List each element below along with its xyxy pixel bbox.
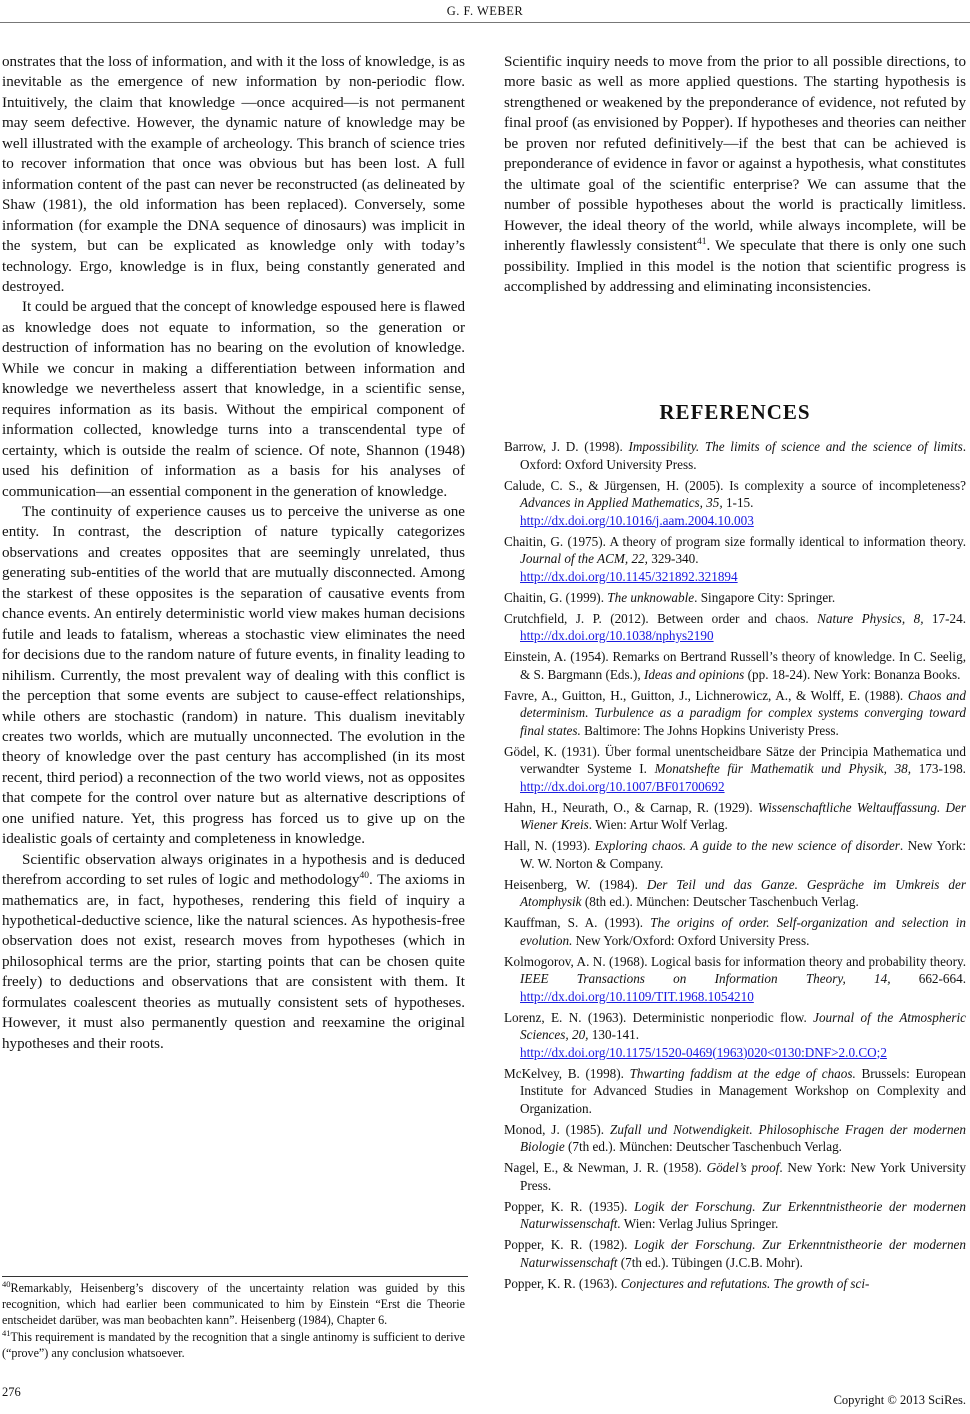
footnote-41 <box>2 1329 465 1361</box>
reference-item <box>504 1236 966 1271</box>
reference-text: Popper, K. R. (1935). <box>504 1198 635 1214</box>
copyright-notice: Copyright © 2013 SciRes. <box>833 1393 966 1407</box>
paragraph <box>2 850 465 1055</box>
doi-link[interactable]: http://dx.doi.org/10.1016/j.aam.2004.10.003 <box>520 512 754 528</box>
footnote-text: This requirement is mandated by the recognition that a single antinomy is sufficient to derive (“prove”) any conclusion whatsoever. <box>2 1329 465 1360</box>
reference-text: Brussels: European Institute for Advanced Studies in Management Workshop on Complexity and Organization. <box>520 1065 966 1116</box>
left-column <box>2 52 465 1054</box>
reference-title: Conjectures and refutations. The growth of sci- <box>620 1275 870 1291</box>
reference-title: Logik der Forschung. Zur Erkenntnistheorie der modernen Naturwissenschaft. <box>520 1198 967 1231</box>
page-number: 276 <box>2 1385 21 1399</box>
reference-item <box>504 1275 966 1293</box>
doi-link[interactable]: http://dx.doi.org/10.1038/nphys2190 <box>520 628 714 643</box>
reference-text: Chaitin, G. (1975). A theory of program size formally identical to information theory. <box>504 533 966 549</box>
reference-title: The unknowable <box>607 589 695 605</box>
reference-text: Lorenz, E. N. (1963). Deterministic nonperiodic flow. <box>504 1009 814 1025</box>
paragraph: onstrates that the loss of information, and with it the loss of knowledge, is as inevitable as the emergence of new information by non-periodic flow. Intuitively, the claim that knowledge —once acquired—is not permanent may seem defective. However, the dynamic nature of knowledge may be well illustrated with the example of archeology. This branch of science tries to recover information that once was obvious but has been lost. A full information content of the past can never be reconstructed (as delineated by Shaw (1981), the old information has been replaced). Conversely, some information (for example the DNA sequence of dinosaurs) was implicit in the system, but can be explicated as knowledge only with today’s technology. Ergo, knowledge is in flux, being constantly generated and destroyed. <box>2 54 465 295</box>
reference-text: . New York: W. W. Norton & Company. <box>520 838 966 871</box>
paragraph: It could be argued that the concept of knowledge espoused here is flawed as knowledge does not equate to information, so the generation or destruction of information has no bearing on the evolution of knowledge. While we concur in making a differentiation between information and knowledge we nevertheless assert that knowledge, in a scientific sense, requires information as its basis. Without the empirical component of information collected, knowledge turns into a transcendental type of certainty, which is outside the realm of science. Of note, Shannon (1948) used his definition of information as a basis for his analyses of communication—an essential component in the generation of knowledge. <box>2 299 465 500</box>
reference-item <box>504 876 966 911</box>
footnote-40 <box>2 1280 465 1329</box>
reference-text: Hall, N. (1993). <box>504 838 595 853</box>
reference-item <box>504 953 966 1006</box>
reference-text: McKelvey, B. (1998). <box>504 1065 630 1081</box>
reference-item <box>504 1009 966 1062</box>
doi-link[interactable]: http://dx.doi.org/10.1007/BF01700692 <box>520 778 725 794</box>
reference-text: Baltimore: The Johns Hopkins Univeristy Press. <box>580 722 839 738</box>
references-heading: REFERENCES <box>659 400 811 424</box>
reference-item <box>504 589 966 607</box>
reference-title: Nature Physics, 8, <box>817 610 924 626</box>
reference-title: IEEE Transactions on Information Theory, 14, <box>520 971 891 986</box>
reference-item <box>504 648 966 683</box>
reference-title: Wissenschaftliche Weltauffassung. Der Wiener Kreis <box>520 799 966 832</box>
footnote-marker[interactable]: 41 <box>697 237 707 248</box>
reference-title: Ideas and opinions <box>643 666 745 682</box>
reference-title: Journal of the ACM, 22, <box>520 551 648 566</box>
reference-title: Logik der Forschung. Zur Erkenntnistheorie der modernen Naturwissenschaft <box>520 1237 967 1270</box>
reference-item <box>504 687 966 740</box>
doi-link[interactable]: http://dx.doi.org/10.1145/321892.321894 <box>520 568 738 584</box>
reference-item <box>504 1159 966 1194</box>
reference-text: Crutchfield, J. P. (2012). Between order and chaos. <box>504 610 818 626</box>
reference-text: . New York: New York University Press. <box>520 1160 966 1193</box>
reference-item <box>504 1121 966 1156</box>
reference-text: Favre, A., Guitton, H., Guitton, J., Lichnerowicz, A., & Wolff, E. (1988). <box>504 687 908 703</box>
footnotes <box>2 1280 465 1361</box>
reference-text: Chaitin, G. (1999). <box>504 589 608 605</box>
reference-title: Exploring chaos. A guide to the new science of disorder <box>594 838 900 853</box>
reference-item <box>504 743 966 796</box>
reference-item <box>504 438 966 473</box>
reference-text: Monod, J. (1985). <box>504 1121 611 1137</box>
reference-text: 662-664. <box>890 971 966 986</box>
reference-title: Impossibility. The limits of science and the science of limits <box>628 439 963 454</box>
reference-item <box>504 610 966 645</box>
reference-text: 17-24. <box>923 610 966 626</box>
right-column <box>504 52 966 297</box>
reference-text: (7th ed.). Tübingen (J.C.B. Mohr). <box>617 1254 803 1270</box>
reference-text: Barrow, J. D. (1998). <box>504 439 629 454</box>
reference-text: Popper, K. R. (1982). <box>504 1237 635 1252</box>
paragraph-text: . We speculate that there is only one such possibility. Implied in this model is the notion that scientific progress is accomplished by addressing and eliminating inconsistencies. <box>504 238 966 295</box>
reference-title: Thwarting faddism at the edge of chaos. <box>629 1065 856 1081</box>
reference-title: Der Teil und das Ganze. Gespräche im Umkreis der Atomphysik <box>520 876 967 909</box>
reference-list <box>504 438 966 1296</box>
reference-text: Hahn, H., Neurath, O., & Carnap, R. (1929). <box>504 799 758 815</box>
reference-text: New York/Oxford: Oxford University Press. <box>572 932 810 948</box>
reference-title: Zufall und Notwendigkeit. Philosophische Fragen der modernen Biologie <box>520 1121 966 1154</box>
reference-text: Nagel, E., & Newman, J. R. (1958). <box>504 1160 707 1175</box>
reference-title: Monatshefte für Mathematik und Physik, 38, <box>654 761 912 776</box>
reference-text: (8th ed.). München: Deutscher Taschenbuch Verlag. <box>581 894 859 909</box>
reference-item <box>504 1198 966 1233</box>
reference-item <box>504 914 966 949</box>
reference-title: Journal of the Atmospheric Sciences, 20, <box>520 1009 966 1042</box>
reference-text: Gödel, K. (1931). Über formal unentscheidbare Sätze der Principia Mathematica und verwandter Systeme I. <box>504 743 966 776</box>
reference-text: . Wien: Artur Wolf Verlag. <box>588 817 728 832</box>
reference-item <box>504 1065 966 1118</box>
reference-text: Popper, K. R. (1963). <box>504 1275 621 1291</box>
header-rule <box>0 22 970 23</box>
paragraph-text: Scientific observation always originates in a hypothesis and is deduced therefrom according to set rules of logic and methodology <box>2 851 465 889</box>
reference-title: The origins of order. Self-organization and selection in evolution. <box>520 915 967 948</box>
reference-title: Advances in Applied Mathematics, 35, <box>520 495 723 510</box>
reference-item <box>504 533 966 586</box>
paragraph-text: Scientific inquiry needs to move from the prior to all possible directions, to more basic as well as more applied questions. The starting hypothesis is strengthened or weakened by the preponderance of evidence, not refuted by final proof (as envisioned by Popper). If hypotheses and theories can neither be proven nor refuted definitively—if the best that can be achieved is preponderance of evidence in favor or against a hypothesis, what constitutes the ultimate goal of the scientific enterprise? We can assume that the number of possible hypotheses about the world is practically limitless. However, the ideal theory of the world, while always incomplete, will be inherently flawlessly consistent <box>504 54 966 255</box>
reference-title: Chaos and determinism. Turbulence as a paradigm for complex systems converging toward final states. <box>520 687 966 738</box>
paragraph <box>504 52 966 297</box>
running-head: G. F. WEBER <box>446 4 524 18</box>
reference-text: . Oxford: Oxford University Press. <box>520 439 966 472</box>
reference-text: 1-15. <box>722 495 754 510</box>
footnote-marker[interactable]: 40 <box>359 871 370 882</box>
reference-text: 173-198. <box>911 761 966 776</box>
reference-text: Calude, C. S., & Jürgensen, H. (2005). Is complexity a source of incompleteness? <box>504 477 966 493</box>
footnote-rule <box>2 1276 468 1277</box>
reference-text: 329-340. <box>647 551 699 566</box>
reference-text: (7th ed.). München: Deutscher Taschenbuch Verlag. <box>564 1139 842 1154</box>
reference-text: Wien: Verlag Julius Springer. <box>620 1216 779 1231</box>
reference-item <box>504 477 966 530</box>
reference-text: (pp. 18-24). New York: Bonanza Books. <box>744 666 961 682</box>
reference-title: Gödel’s proof <box>706 1160 780 1175</box>
reference-text: Kauffman, S. A. (1993). <box>504 915 651 930</box>
paragraph: The continuity of experience causes us to perceive the universe as one entity. In contrast, the description of nature typically categorizes observations and creates opposites that are seemingly unrelated, thus generating sub-entities of the world that are mutually disconnected. Among the starkest of these opposites is the separation of causative events from chance events. An entirely deterministic world view makes human decisions futile and leads to fatalism, whereas a stochastic view eliminates the need for decisions due to the random nature of future events, in finality leading to nihilism. Currently, the most prevalent way of dealing with this conflict is the perception that some events are subject to cause-effect relationships, while others are stochastic (random) in nature. This dualism inevitably creates two worlds, which are mutually unconnected. The evolution in the theory of knowledge over the past century has accomplished (in its most recent, third period) a reconnection of the two world views, not as opposites that compete for the control over nature but as alternative descriptions of one unified nature. Yet, this progress has forced us to give up on the idealistic goals of certainty and completeness in knowledge. <box>2 503 465 848</box>
footnote-number: 40 <box>2 1278 11 1289</box>
doi-link[interactable]: http://dx.doi.org/10.1175/1520-0469(1963)020<0130:DNF>2.0.CO;2 <box>520 1044 887 1060</box>
footnote-text: Remarkably, Heisenberg’s discovery of the uncertainty relation was guided by this recognition, which had earlier been communicated to him by Einstein “Erst die Theorie entscheidet darüber, was man beobachten kann”. Heisenberg (1984), Chapter 6. <box>2 1281 465 1328</box>
paragraph-text: . The axioms in mathematics are, in fact, hypotheses, rendering this field of inquiry a hypothetical-deductive science, like the natural sciences. As hypothesis-free observation does not exist, research moves from hypotheses (which in philosophical terms are the prior, starting points that can be chosen quite freely) to deductions and observations that are consistent with them. It formulates coalescent theories as mutually consistent sets of hypotheses. However, it must also permanently question and reexamine the original hypotheses and their roots. <box>2 872 465 1052</box>
reference-item <box>504 799 966 834</box>
doi-link[interactable]: http://dx.doi.org/10.1109/TIT.1968.1054210 <box>520 988 754 1004</box>
reference-text: . Singapore City: Springer. <box>694 589 836 605</box>
reference-text: Heisenberg, W. (1984). <box>504 876 647 892</box>
footnote-number: 41 <box>2 1327 11 1338</box>
reference-text: 130-141. <box>588 1027 640 1042</box>
reference-text: Einstein, A. (1954). Remarks on Bertrand Russell’s theory of knowledge. In C. Seelig, & S. Bargmann (Eds.), <box>504 649 966 682</box>
reference-text: Kolmogorov, A. N. (1968). Logical basis for information theory and probability theory. <box>504 953 966 969</box>
reference-item <box>504 837 966 872</box>
